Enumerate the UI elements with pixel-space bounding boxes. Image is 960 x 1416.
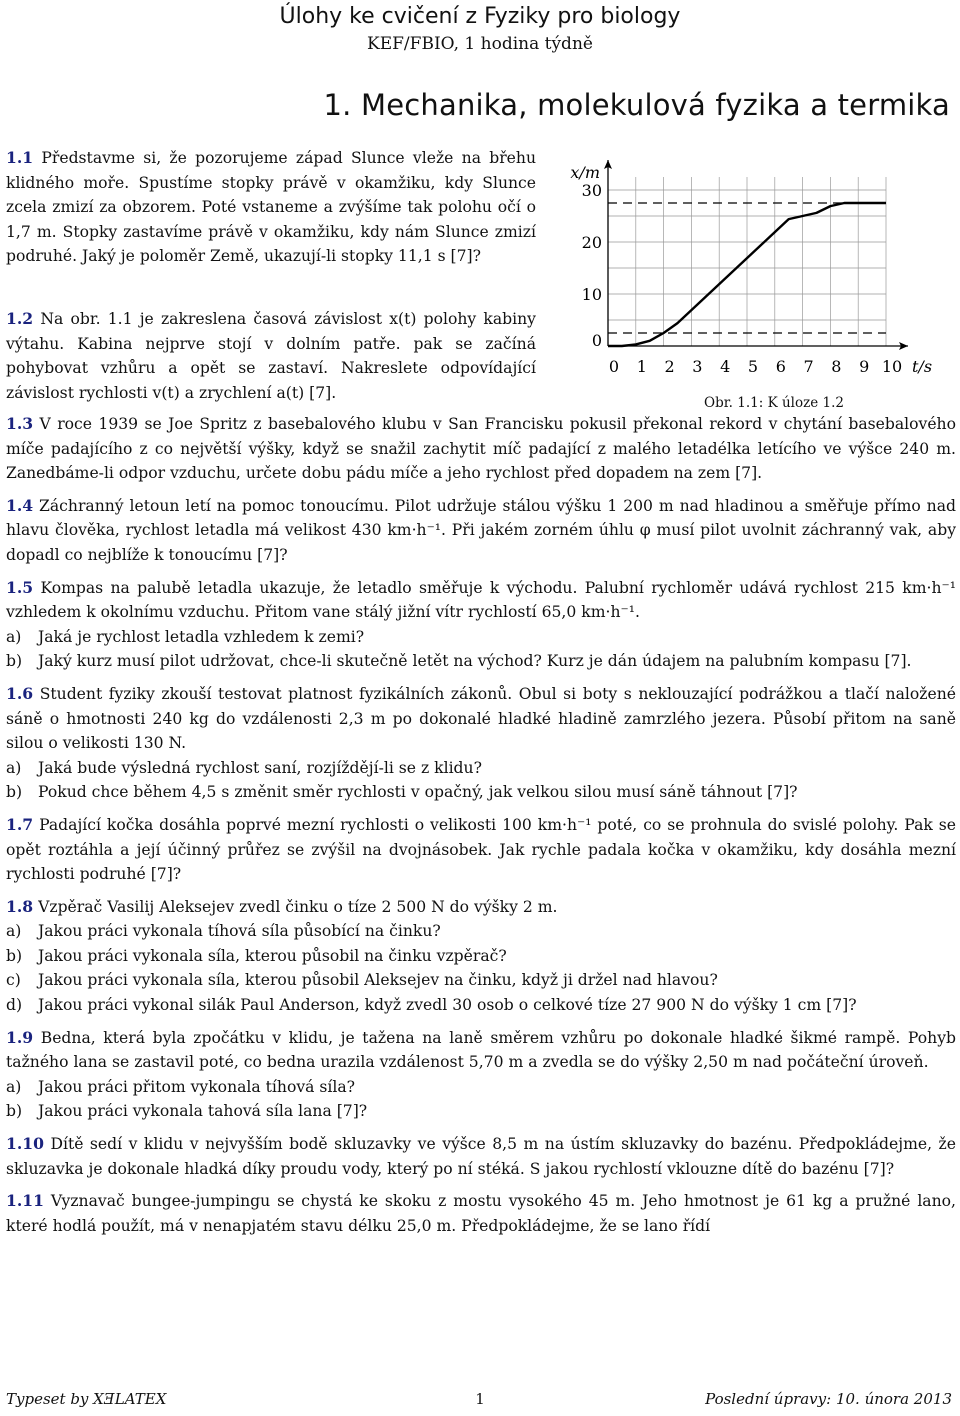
problem-number[interactable]: 1.6 [6, 683, 34, 703]
problem-number[interactable]: 1.8 [6, 896, 34, 916]
y-tick-label: 10 [581, 285, 602, 304]
problem-text: Dítě sedí v klidu v nejvyšším bodě skluzavky ve výšce 8,5 m na ústím skluzavky do bazénu. Předpokládejme, že skluzavka je dokonale hladká díky proudu vody, který po ní stéká. S jakou rychlostí vklouzne dítě do bazénu [7]? [6, 1135, 956, 1178]
subquestion-b [6, 649, 956, 674]
problems-flow [6, 412, 956, 1246]
footer-last-update: Poslední úpravy: 10. února 2013 [705, 1390, 952, 1408]
subquestion-text: Jaký kurz musí pilot udržovat, chce-li skutečně letět na východ? Kurz je dán údajem na palubním kompasu [7]. [38, 652, 912, 671]
problem-1-2 [6, 307, 536, 405]
problem-number[interactable]: 1.3 [6, 414, 34, 433]
x-tick-label: 5 [747, 357, 759, 376]
problem-text: Vyznavač bungee-jumpingu se chystá ke skoku z mostu vysokého 45 m. Jeho hmotnost je 61 kg a pružné lano, které hodlá použít, má v nenapjatém stavu délku 25,0 m. Předpokládejme, že se lano řídí [6, 1192, 956, 1235]
subquestion-label: a) [6, 1077, 22, 1096]
subquestion-b [6, 780, 956, 805]
subquestion-a [6, 919, 956, 944]
subquestion-label: a) [6, 627, 22, 646]
subquestion-label: d) [6, 996, 23, 1015]
subquestion-text: Jakou práci vykonala síla, kterou působil Aleksejev na činku, když ji držel nad hlavou? [38, 971, 718, 990]
footer-page-number: 1 [475, 1390, 485, 1408]
x-tick-label: 7 [803, 357, 814, 376]
problem-1-3 [6, 412, 956, 486]
x-tick-label: 10 [881, 357, 903, 376]
subquestion-b [6, 944, 956, 969]
subquestion-label: b) [6, 1102, 23, 1121]
problem-number[interactable]: 1.9 [6, 1027, 34, 1047]
subquestion-b [6, 1099, 956, 1124]
y-axis-label: x/m [570, 163, 600, 182]
problem-number[interactable]: 1.4 [6, 495, 34, 515]
problem-number[interactable]: 1.1 [6, 148, 34, 167]
problem-text: Vzpěrač Vasilij Aleksejev zvedl činku o tíze 2 500 N do výšky 2 m. [33, 897, 558, 916]
subquestion-text: Jakou práci vykonala síla, kterou působil na činku vzpěrač? [38, 946, 507, 965]
subquestion-text: Jaká bude výsledná rychlost saní, rozjíždějí-li se z klidu? [38, 758, 482, 777]
y-tick-label: 30 [581, 181, 602, 200]
problem-text: Na obr. 1.1 je zakreslena časová závislost x(t) polohy kabiny výtahu. Kabina nejprve stojí v dolním patře. pak se začíná pohybovat vzhůru a opět se zastaví. Nakreslete odpovídající závislost rychlosti v(t) a zrychlení a(t) [7]. [6, 310, 536, 402]
x-tick-label: 4 [720, 357, 731, 376]
problem-text: Představme si, že pozorujeme západ Slunce vleže na břehu klidného moře. Spustíme stopky právě v okamžiku, kdy Slunce zcela zmizí za obzorem. Poté vstaneme a zvýšíme tak polohu očí o 1,7 m. Stopky zastavíme právě v okamžiku, kdy nám Slunce zmizí podruhé. Jaký je poloměr Země, ukazují-li stopky 11,1 s [7]? [6, 149, 536, 266]
figure-position-time-chart [538, 146, 958, 416]
problem-text: Záchranný letoun letí na pomoc tonoucímu. Pilot udržuje stálou výšku 1 200 m nad hladinou a směřuje přímo nad hlavu člověka, rychlost letadla má velikost 430 km·h⁻¹. Při jakém zorném úhlu φ musí pilot uvolnit záchranný vak, aby dopadl co nejblíže k tonoucímu [7]? [6, 496, 956, 564]
problem-1-8 [6, 895, 956, 1018]
x-tick-label: 3 [692, 357, 703, 376]
problem-number[interactable]: 1.11 [6, 1191, 44, 1211]
problem-number[interactable]: 1.7 [6, 814, 34, 834]
problem-1-4 [6, 494, 956, 568]
subquestion-d [6, 993, 956, 1018]
x-tick-label: 6 [775, 357, 786, 376]
chart-svg [538, 146, 958, 386]
figure-caption: Obr. 1.1: K úloze 1.2 [704, 395, 844, 411]
subquestion-a [6, 625, 956, 650]
x-tick-label: 1 [636, 357, 647, 376]
problem-1-1 [6, 146, 536, 269]
document-title: Úlohy ke cvičení z Fyziky pro biology [279, 4, 681, 29]
problem-text: V roce 1939 se Joe Spritz z basebalového klubu v San Francisku pokusil překonal rekord v chytání basebalového míče padajícího z co největší výšky, když se snažil zachytit míč padající z malého letadélka letícího ve výšce 240 m. Zanedbáme-li odpor vzduchu, určete dobu pádu míče a jeho rychlost před dopadem na zem [7]. [6, 415, 956, 483]
problem-text: Padající kočka dosáhla poprvé mezní rychlosti o velikosti 100 km·h⁻¹ poté, co se prohnula do svislé polohy. Pak se opět roztáhla a její účinný průřez se zvýšil na dvojnásobek. Jak rychle padala kočka v okamžiku, kdy dosáhla mezní rychlosti podruhé [7]? [6, 815, 956, 884]
problem-text: Bedna, která byla zpočátku v klidu, je tažena na laně směrem vzhůru po dokonale hladké šikmé rampě. Pohyb tažného lana se zastavil poté, co bedna urazila vzdálenost 5,70 m a zvedla se do výšky 2,50 m nad počáteční úroveň. [6, 1028, 956, 1072]
x-tick-label: 8 [831, 357, 842, 376]
subquestion-label: b) [6, 783, 23, 802]
problem-1-10 [6, 1132, 956, 1181]
x-tick-label: 2 [664, 357, 675, 376]
subquestion-label: a) [6, 758, 22, 777]
problem-number[interactable]: 1.5 [6, 577, 34, 597]
subquestion-text: Jakou práci vykonala tíhová síla působící na činku? [38, 922, 441, 941]
subquestion-a [6, 1075, 956, 1100]
subquestion-text: Jakou práci přitom vykonala tíhová síla? [38, 1077, 356, 1096]
y-tick-label: 20 [581, 233, 602, 252]
subquestion-c [6, 968, 956, 993]
problem-1-7 [6, 813, 956, 887]
subquestion-text: Pokud chce během 4,5 s změnit směr rychlosti v opačný, jak velkou silou musí sáně táhnout [7]? [38, 783, 798, 802]
section-title: 1. Mechanika, molekulová fyzika a termika [323, 88, 950, 122]
x-tick-label: 9 [859, 357, 870, 376]
footer-typeset-note: Typeset by XƎLATEX [6, 1390, 167, 1408]
subquestion-text: Jakou práci vykonala tahová síla lana [7]? [38, 1102, 368, 1121]
subquestion-text: Jaká je rychlost letadla vzhledem k zemi? [38, 627, 365, 646]
problem-1-6 [6, 682, 956, 805]
y-tick-label: 0 [591, 331, 602, 350]
subquestion-label: c) [6, 971, 21, 990]
problem-1-9 [6, 1026, 956, 1124]
x-tick-label: 0 [608, 357, 620, 376]
subquestion-label: a) [6, 922, 22, 941]
problem-1-5 [6, 576, 956, 674]
problem-1-11 [6, 1189, 956, 1238]
problem-text: Student fyziky zkouší testovat platnost fyzikálních zákonů. Obul si boty s neklouzající podrážkou a tlačí naložené sáně o hmotnosti 240 kg do vzdálenosti 2,3 m po dokonalé hladké hladině zamrzlého jezera. Působí přitom na saně silou o velikosti 130 N. [6, 684, 956, 753]
x-axis-label: t/s [912, 357, 933, 376]
subquestion-a [6, 756, 956, 781]
subquestion-text: Jakou práci vykonal silák Paul Anderson, když zvedl 30 osob o celkové tíze 27 900 N do výšky 1 cm [7]? [38, 996, 857, 1015]
problem-text: Kompas na palubě letadla ukazuje, že letadlo směřuje k východu. Palubní rychloměr udává rychlost 215 km·h⁻¹ vzhledem k okolnímu vzduchu. Přitom vane stálý jižní vítr rychlostí 65,0 km·h⁻¹. [6, 578, 956, 622]
problem-number[interactable]: 1.10 [6, 1134, 44, 1154]
document-subtitle: KEF/FBIO, 1 hodina týdně [367, 34, 593, 54]
subquestion-label: b) [6, 652, 23, 671]
subquestion-label: b) [6, 946, 23, 965]
problem-number[interactable]: 1.2 [6, 309, 34, 328]
